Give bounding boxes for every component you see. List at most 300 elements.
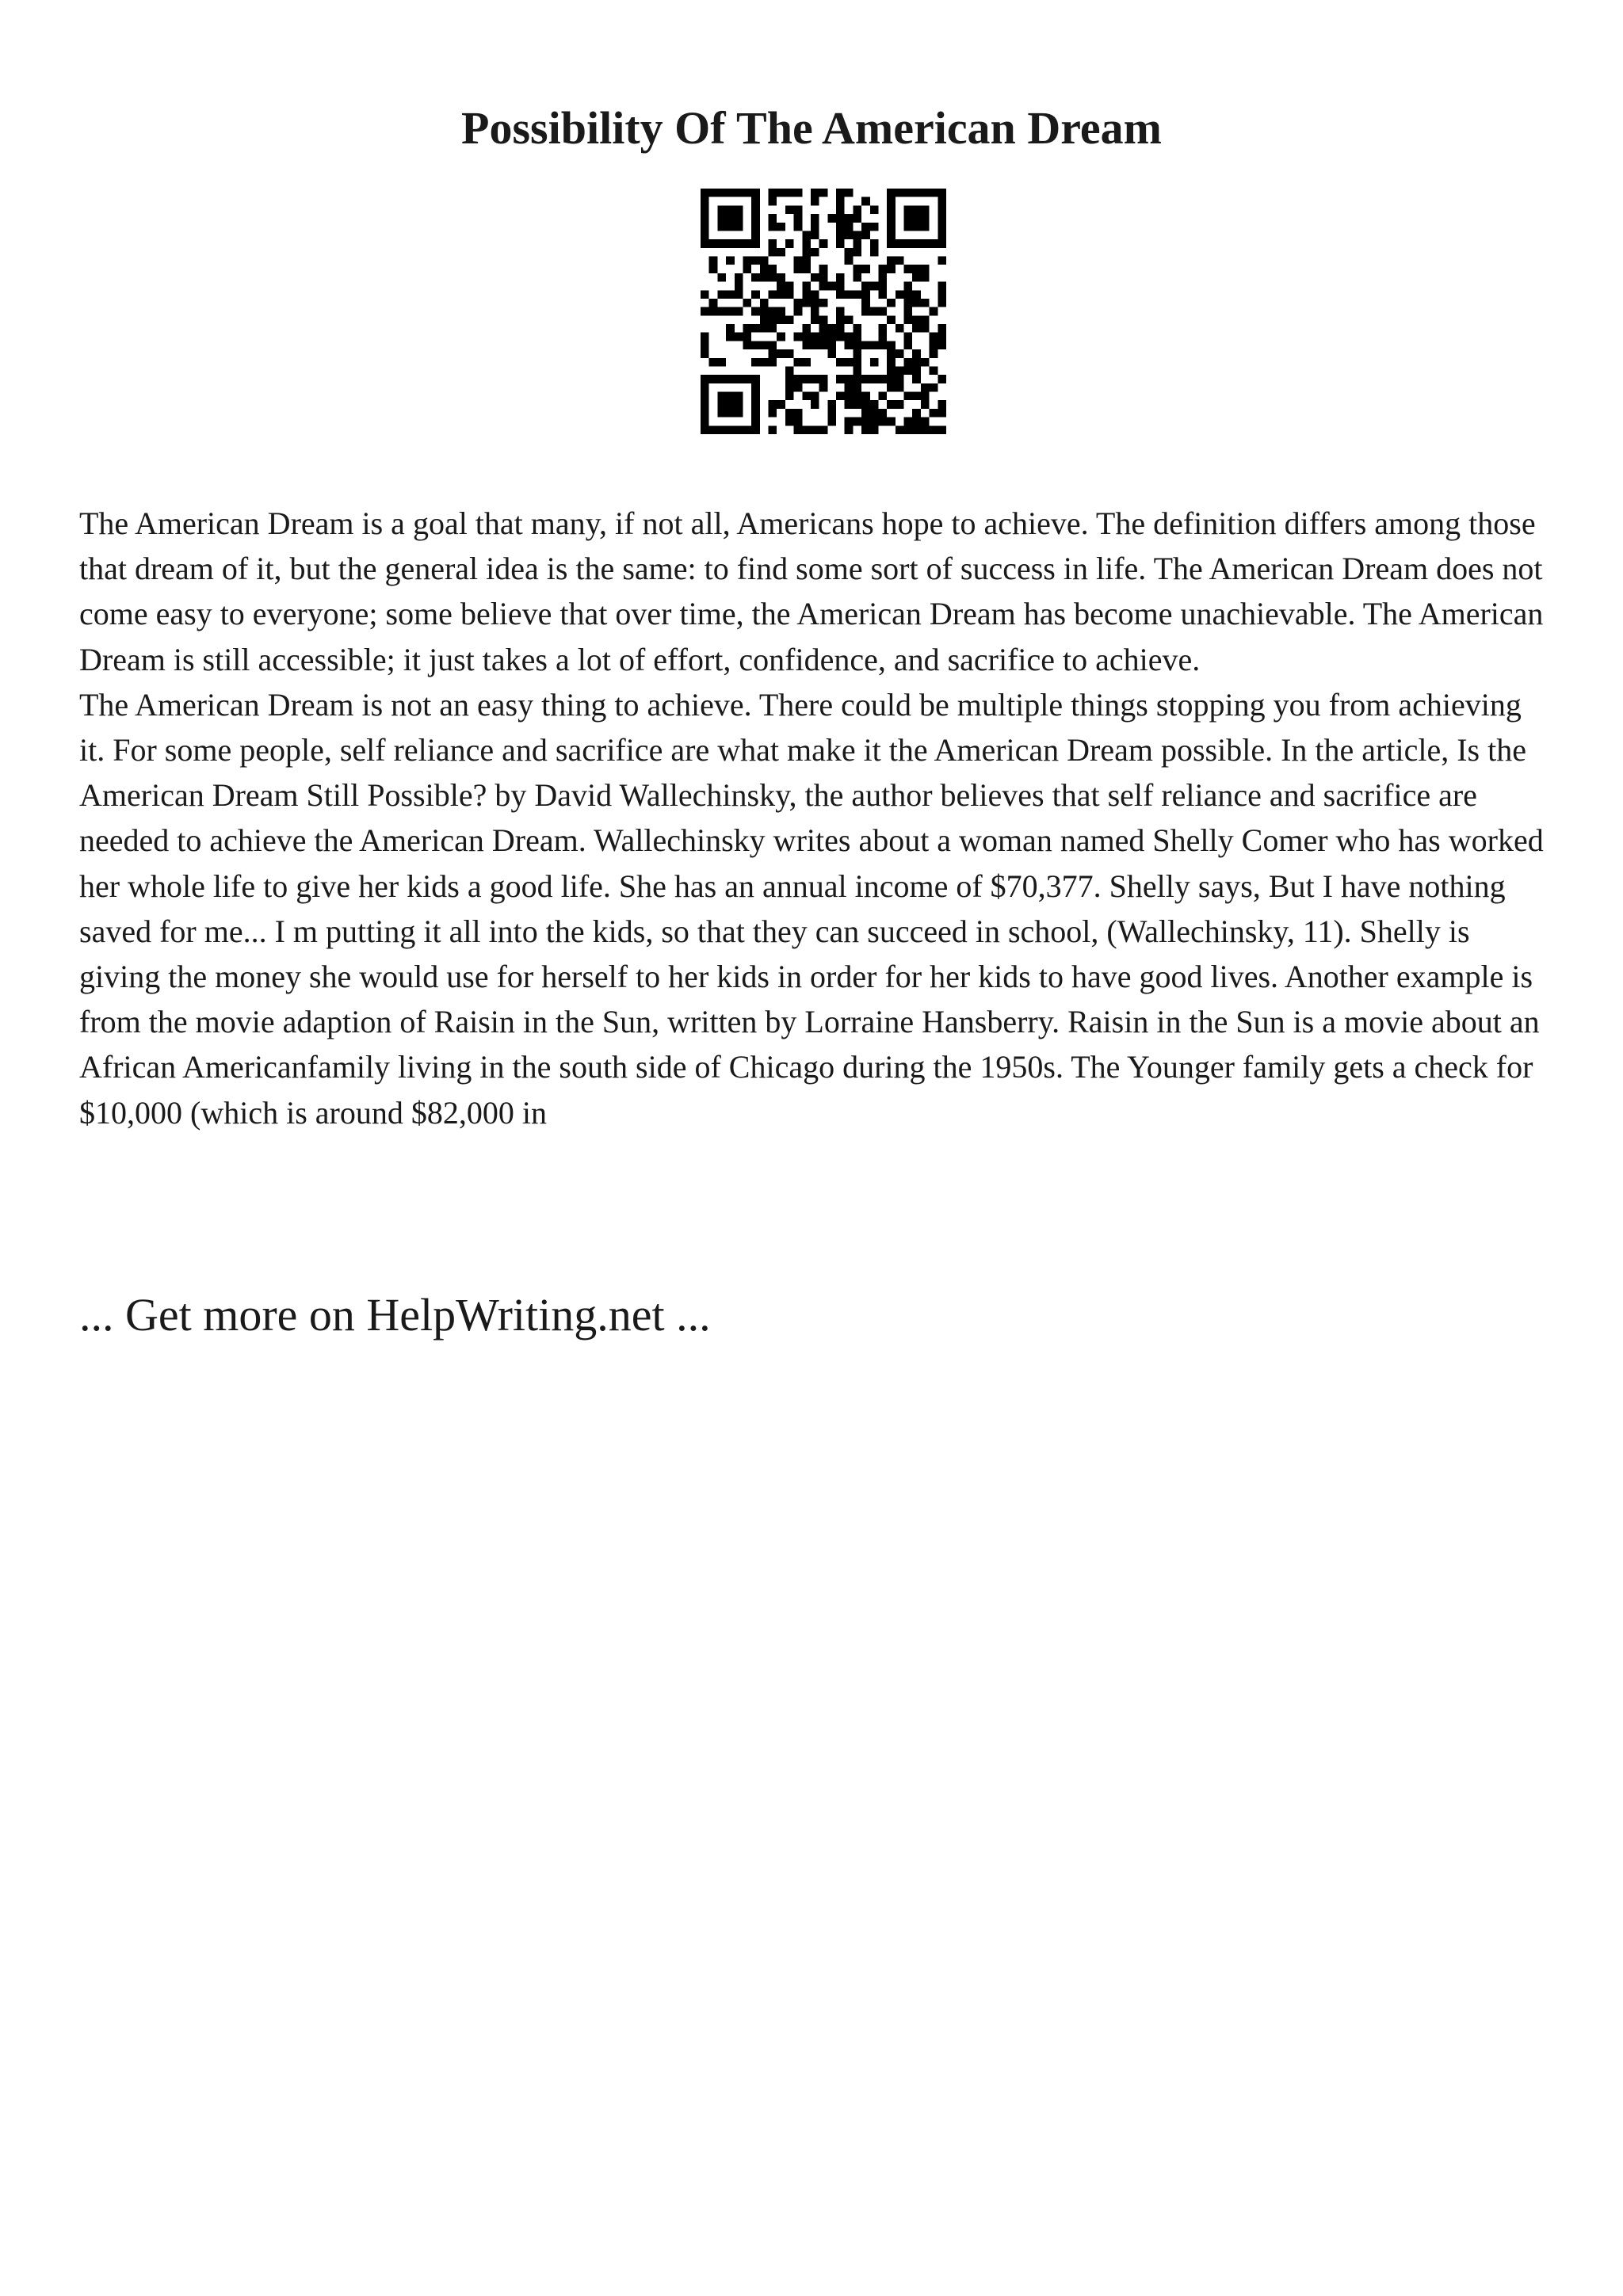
qr-module	[845, 290, 854, 299]
qr-module	[845, 257, 854, 265]
qr-module	[726, 425, 735, 434]
qr-module	[896, 189, 904, 197]
qr-module	[819, 375, 828, 383]
qr-module	[717, 375, 726, 383]
qr-module	[870, 205, 879, 214]
qr-module	[887, 205, 896, 214]
qr-module	[853, 383, 861, 392]
qr-module	[743, 299, 751, 307]
qr-module	[701, 197, 709, 206]
qr-module	[717, 400, 726, 409]
qr-module	[904, 307, 913, 316]
qr-module	[760, 265, 769, 273]
qr-module	[794, 214, 803, 223]
qr-module	[701, 400, 709, 409]
qr-module	[938, 214, 946, 223]
qr-module	[921, 418, 930, 426]
qr-module	[777, 282, 785, 291]
qr-module	[904, 205, 913, 214]
qr-module	[870, 425, 879, 434]
qr-module	[836, 214, 845, 223]
qr-module	[845, 214, 854, 223]
qr-module	[938, 257, 946, 265]
qr-module	[878, 265, 887, 273]
qr-module	[726, 409, 735, 418]
qr-module	[896, 383, 904, 392]
qr-module	[878, 290, 887, 299]
qr-module	[845, 418, 854, 426]
qr-module	[904, 358, 913, 367]
qr-module	[853, 341, 861, 349]
qr-module	[853, 273, 861, 282]
qr-module	[709, 239, 718, 248]
qr-module	[726, 375, 735, 383]
qr-module	[717, 409, 726, 418]
qr-module	[777, 400, 785, 409]
qr-module	[819, 282, 828, 291]
qr-module	[836, 375, 845, 383]
qr-module	[836, 239, 845, 248]
qr-module	[743, 425, 751, 434]
qr-module	[802, 358, 811, 367]
qr-module	[912, 265, 921, 273]
qr-module	[938, 231, 946, 239]
qr-module	[921, 315, 930, 324]
qr-module	[802, 333, 811, 341]
qr-module	[743, 189, 751, 197]
paragraph-main: The American Dream is not an easy thing to achieve. There could be multiple things stopping you from achieving it. For some people, self reliance and sacrifice are what make it the American Dream possible. In the article, Is the American Dream Still Possible? by David Wallechinsky, the author believes that self reliance and sacrifice are needed to achieve the American Dream. Wallechinsky writes about a woman named Shelly Comer who has worked her whole life to give her kids a good life. She has an annual income of $70,377. Shelly says, But I have nothing saved for me... I m putting it all into the kids, so that they can succeed in school, (Wallechinsky, 11). Shelly is giving the money she would use for herself to her kids in order for her kids to have good lives. Another example is from the movie adaption of Raisin in the Sun, written by Lorraine Hansberry. Raisin in the Sun is a movie about an African Americanfamily living in the south side of Chicago during the 1950s. The Younger family gets a check for $10,000 (which is around $82,000 in	[79, 686, 1544, 1131]
qr-module	[717, 189, 726, 197]
qr-module	[701, 409, 709, 418]
qr-module	[701, 425, 709, 434]
qr-module	[802, 231, 811, 239]
qr-module	[717, 290, 726, 299]
qr-module	[887, 239, 896, 248]
qr-module	[726, 392, 735, 401]
qr-module	[845, 231, 854, 239]
qr-module	[701, 392, 709, 401]
qr-module	[709, 358, 718, 367]
qr-module	[896, 290, 904, 299]
qr-module	[751, 418, 760, 426]
qr-module	[751, 239, 760, 248]
qr-module	[717, 223, 726, 231]
qr-module	[751, 223, 760, 231]
qr-module	[878, 418, 887, 426]
qr-module	[701, 349, 709, 358]
qr-module	[896, 349, 904, 358]
qr-module	[802, 290, 811, 299]
qr-module	[802, 425, 811, 434]
qr-code-graphic	[701, 189, 946, 434]
qr-module	[861, 392, 870, 401]
qr-module	[726, 307, 735, 316]
qr-module	[896, 239, 904, 248]
qr-module	[845, 333, 854, 341]
qr-module	[912, 366, 921, 375]
qr-module	[751, 290, 760, 299]
qr-module	[938, 409, 946, 418]
qr-module	[769, 400, 777, 409]
qr-module	[735, 333, 743, 341]
qr-module	[819, 324, 828, 333]
qr-module	[904, 392, 913, 401]
qr-module	[709, 299, 718, 307]
qr-module	[760, 324, 769, 333]
qr-module	[930, 307, 938, 316]
qr-module	[887, 349, 896, 358]
qr-module	[726, 324, 735, 333]
qr-module	[769, 189, 777, 197]
qr-module	[853, 392, 861, 401]
qr-module	[785, 366, 794, 375]
qr-module	[735, 205, 743, 214]
qr-module	[827, 214, 836, 223]
qr-module	[921, 205, 930, 214]
qr-module	[819, 299, 828, 307]
qr-module	[861, 197, 870, 206]
body-text	[79, 501, 1553, 1135]
qr-module	[751, 273, 760, 282]
qr-module	[794, 299, 803, 307]
qr-module	[912, 324, 921, 333]
qr-module	[887, 358, 896, 367]
qr-module	[887, 400, 896, 409]
qr-module	[794, 333, 803, 341]
qr-module	[735, 189, 743, 197]
qr-module	[912, 223, 921, 231]
qr-module	[912, 375, 921, 383]
qr-module	[802, 257, 811, 265]
qr-module	[870, 282, 879, 291]
qr-module	[861, 375, 870, 383]
qr-module	[811, 400, 819, 409]
qr-module	[870, 418, 879, 426]
qr-module	[785, 375, 794, 383]
qr-module	[887, 299, 896, 307]
qr-module	[751, 375, 760, 383]
qr-module	[760, 358, 769, 367]
qr-module	[912, 299, 921, 307]
qr-module	[743, 239, 751, 248]
qr-module	[701, 418, 709, 426]
qr-module	[701, 239, 709, 248]
qr-module	[811, 197, 819, 206]
qr-module	[861, 231, 870, 239]
qr-module	[930, 333, 938, 341]
qr-module	[769, 409, 777, 418]
qr-module	[878, 333, 887, 341]
qr-module	[811, 392, 819, 401]
qr-module	[811, 341, 819, 349]
qr-module	[921, 324, 930, 333]
qr-module	[794, 205, 803, 214]
qr-module	[811, 273, 819, 282]
qr-module	[717, 214, 726, 223]
qr-module	[827, 333, 836, 341]
qr-module	[726, 214, 735, 223]
qr-module	[811, 307, 819, 316]
qr-module	[921, 358, 930, 367]
qr-module	[853, 375, 861, 383]
qr-module	[836, 392, 845, 401]
qr-module	[735, 214, 743, 223]
qr-module	[701, 383, 709, 392]
qr-module	[751, 257, 760, 265]
qr-module	[853, 418, 861, 426]
qr-module	[904, 425, 913, 434]
qr-module	[769, 273, 777, 282]
qr-module	[870, 341, 879, 349]
qr-module	[912, 349, 921, 358]
qr-module	[878, 307, 887, 316]
qr-module	[760, 315, 769, 324]
qr-module	[811, 189, 819, 197]
qr-module	[701, 223, 709, 231]
qr-module	[887, 418, 896, 426]
qr-module	[819, 315, 828, 324]
qr-module	[845, 392, 854, 401]
qr-module	[904, 214, 913, 223]
qr-module	[751, 214, 760, 223]
qr-module	[912, 315, 921, 324]
qr-module	[735, 223, 743, 231]
qr-module	[861, 265, 870, 273]
qr-module	[726, 205, 735, 214]
qr-module	[938, 400, 946, 409]
qr-module	[853, 366, 861, 375]
qr-module	[930, 366, 938, 375]
qr-module	[769, 324, 777, 333]
qr-module	[785, 409, 794, 418]
qr-module	[811, 375, 819, 383]
qr-module	[709, 189, 718, 197]
qr-module	[912, 290, 921, 299]
qr-module	[836, 189, 845, 197]
qr-module	[870, 358, 879, 367]
qr-module	[760, 299, 769, 307]
qr-module	[904, 315, 913, 324]
qr-module	[811, 299, 819, 307]
qr-module	[938, 324, 946, 333]
qr-module	[743, 333, 751, 341]
qr-module	[912, 409, 921, 418]
qr-module	[802, 341, 811, 349]
qr-module	[938, 197, 946, 206]
qr-module	[769, 425, 777, 434]
qr-module	[811, 333, 819, 341]
qr-module	[861, 341, 870, 349]
qr-module	[709, 257, 718, 265]
qr-module	[819, 273, 828, 282]
qr-module	[811, 248, 819, 257]
qr-module	[709, 375, 718, 383]
qr-module	[709, 425, 718, 434]
qr-module	[938, 205, 946, 214]
qr-module	[726, 400, 735, 409]
qr-module	[887, 383, 896, 392]
qr-module	[853, 205, 861, 214]
qr-module	[853, 324, 861, 333]
qr-module	[743, 375, 751, 383]
qr-module	[921, 392, 930, 401]
qr-module	[912, 392, 921, 401]
qr-module	[751, 324, 760, 333]
qr-module	[819, 333, 828, 341]
qr-module	[777, 189, 785, 197]
qr-module	[743, 265, 751, 273]
qr-module	[921, 214, 930, 223]
qr-module	[930, 239, 938, 248]
qr-module	[701, 290, 709, 299]
qr-module	[701, 205, 709, 214]
qr-module	[811, 223, 819, 231]
get-more-link[interactable]: ... Get more on HelpWriting.net ...	[79, 1289, 711, 1341]
qr-module	[819, 425, 828, 434]
qr-module	[870, 239, 879, 248]
qr-module	[701, 333, 709, 341]
qr-module	[938, 375, 946, 383]
qr-module	[836, 307, 845, 316]
qr-module	[861, 418, 870, 426]
qr-module	[836, 205, 845, 214]
qr-module	[769, 358, 777, 367]
qr-module	[836, 333, 845, 341]
qr-module	[751, 358, 760, 367]
qr-module	[717, 392, 726, 401]
qr-module	[777, 248, 785, 257]
qr-module	[785, 290, 794, 299]
qr-module	[769, 315, 777, 324]
qr-module	[836, 290, 845, 299]
qr-module	[930, 349, 938, 358]
qr-module	[735, 307, 743, 316]
qr-module	[743, 341, 751, 349]
qr-module	[921, 239, 930, 248]
qr-module	[861, 299, 870, 307]
qr-module	[853, 248, 861, 257]
qr-module	[819, 383, 828, 392]
qr-module	[878, 375, 887, 383]
qr-module	[853, 231, 861, 239]
qr-module	[794, 358, 803, 367]
qr-module	[912, 189, 921, 197]
qr-module	[938, 189, 946, 197]
qr-module	[743, 257, 751, 265]
qr-module	[827, 349, 836, 358]
qr-module	[726, 257, 735, 265]
qr-module	[794, 425, 803, 434]
qr-module	[709, 265, 718, 273]
qr-module	[760, 307, 769, 316]
qr-module	[887, 189, 896, 197]
qr-module	[896, 324, 904, 333]
document-title: Possibility Of The American Dream	[461, 102, 1162, 154]
qr-module	[701, 214, 709, 223]
qr-module	[921, 189, 930, 197]
qr-module	[845, 383, 854, 392]
qr-module	[769, 265, 777, 273]
qr-module	[861, 307, 870, 316]
qr-module	[861, 409, 870, 418]
qr-module	[938, 223, 946, 231]
qr-module	[930, 425, 938, 434]
qr-module	[794, 307, 803, 316]
qr-module	[896, 366, 904, 375]
qr-module	[861, 290, 870, 299]
qr-module	[811, 315, 819, 324]
qr-module	[751, 392, 760, 401]
qr-module	[827, 324, 836, 333]
qr-module	[802, 265, 811, 273]
qr-module	[751, 383, 760, 392]
qr-module	[777, 290, 785, 299]
qr-module	[878, 282, 887, 291]
qr-module	[794, 409, 803, 418]
qr-module	[751, 197, 760, 206]
qr-module	[845, 425, 854, 434]
qr-module	[904, 418, 913, 426]
qr-module	[802, 375, 811, 383]
qr-module	[794, 383, 803, 392]
qr-module	[904, 333, 913, 341]
qr-module	[777, 333, 785, 341]
qr-module	[794, 223, 803, 231]
qr-module	[921, 273, 930, 282]
qr-module	[861, 400, 870, 409]
qr-module	[921, 383, 930, 392]
qr-module	[811, 290, 819, 299]
qr-module	[827, 341, 836, 349]
qr-module	[735, 273, 743, 282]
qr-module	[769, 307, 777, 316]
qr-module	[735, 409, 743, 418]
qr-module	[794, 418, 803, 426]
qr-module	[912, 214, 921, 223]
qr-module	[785, 315, 794, 324]
qr-module	[743, 324, 751, 333]
qr-module	[717, 273, 726, 282]
qr-module	[827, 400, 836, 409]
qr-module	[836, 273, 845, 282]
qr-module	[904, 239, 913, 248]
qr-module	[938, 239, 946, 248]
qr-module	[904, 290, 913, 299]
qr-module	[861, 223, 870, 231]
qr-module	[930, 409, 938, 418]
qr-module	[836, 315, 845, 324]
qr-module	[878, 409, 887, 418]
qr-module	[751, 341, 760, 349]
qr-module	[769, 290, 777, 299]
qr-module	[836, 197, 845, 206]
qr-module	[827, 418, 836, 426]
qr-module	[760, 341, 769, 349]
qr-module	[785, 189, 794, 197]
qr-module	[726, 223, 735, 231]
qr-module	[735, 239, 743, 248]
qr-code-icon[interactable]	[701, 189, 946, 434]
qr-module	[896, 375, 904, 383]
qr-module	[777, 273, 785, 282]
qr-module	[887, 197, 896, 206]
qr-module	[751, 189, 760, 197]
qr-module	[938, 425, 946, 434]
qr-module	[819, 341, 828, 349]
qr-module	[904, 282, 913, 291]
qr-module	[701, 307, 709, 316]
qr-module	[701, 375, 709, 383]
